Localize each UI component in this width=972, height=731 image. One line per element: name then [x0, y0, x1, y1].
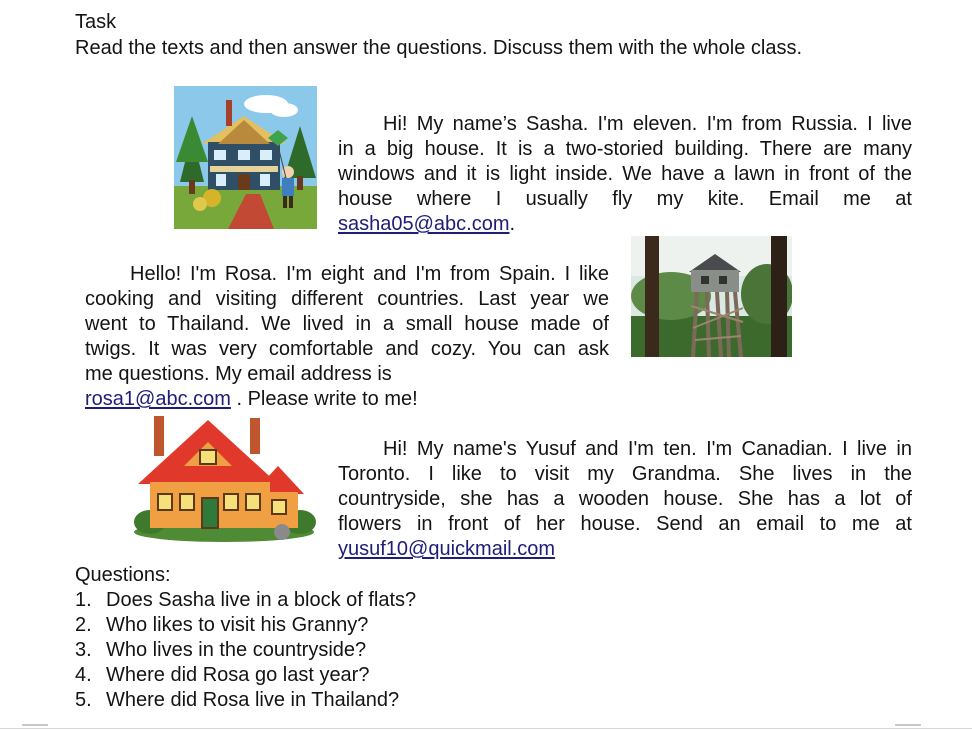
question-number: 5. — [75, 689, 92, 711]
sasha-text-line: house where I usually fly my kite. Email me at — [338, 188, 912, 210]
task-instructions: Read the texts and then answer the questions. Discuss them with the whole class. — [75, 37, 803, 59]
question-item — [75, 638, 416, 663]
yusuf-email-link[interactable]: yusuf10@quickmail.com — [338, 538, 556, 560]
question-item — [75, 688, 416, 713]
sasha-text-line: in a big house. It is a two-storied building. There are many — [338, 138, 912, 160]
sasha-email-link[interactable]: sasha05@abc.com — [338, 213, 510, 235]
question-text: Where did Rosa live in Thailand? — [106, 689, 400, 711]
sasha-text-line: Hi! My name’s Sasha. I'm eleven. I'm from Russia. I live — [383, 113, 912, 135]
yusuf-text-line: Toronto. I like to visit my Grandma. She lives in the — [338, 463, 912, 485]
question-number: 1. — [75, 589, 92, 611]
sasha-text-line: windows and it is light inside. We have a lawn in front of the — [338, 163, 912, 185]
question-number: 2. — [75, 614, 92, 636]
scroll-indicator-right — [895, 724, 921, 726]
question-text: Who likes to visit his Granny? — [106, 614, 369, 636]
yusuf-text-line: flowers in front of her house. Send an email to me at — [338, 513, 912, 535]
yusuf-house-illustration — [132, 414, 317, 542]
rosa-text — [85, 262, 609, 412]
sasha-email-suffix: . — [509, 213, 516, 235]
yusuf-email-line — [338, 537, 912, 562]
rosa-treehouse-photo — [631, 236, 792, 357]
yusuf-text-line: Hi! My name's Yusuf and I'm ten. I'm Canadian. I live in — [383, 438, 912, 460]
rosa-email-suffix: . Please write to me! — [230, 388, 418, 410]
questions-title: Questions: — [75, 564, 171, 586]
rosa-text-line: me questions. My email address is — [85, 363, 392, 385]
question-number: 3. — [75, 639, 92, 661]
rosa-text-line: Hello! I'm Rosa. I'm eight and I'm from Spain. I like — [130, 263, 609, 285]
rosa-text-line: went to Thailand. We lived in a small house made of — [85, 313, 609, 335]
yusuf-text — [338, 437, 912, 562]
question-item — [75, 663, 416, 688]
question-item — [75, 588, 416, 613]
question-text: Where did Rosa go last year? — [106, 664, 370, 686]
question-text: Who lives in the countryside? — [106, 639, 367, 661]
scroll-indicator-left — [22, 724, 48, 726]
questions-section — [75, 563, 416, 713]
rosa-email-link[interactable]: rosa1@abc.com — [85, 388, 231, 410]
sasha-email-line — [338, 212, 912, 237]
question-number: 4. — [75, 664, 92, 686]
question-item — [75, 613, 416, 638]
rosa-text-line: twigs. It was very comfortable and cozy. You can ask — [85, 338, 609, 360]
questions-list — [75, 588, 416, 713]
task-title: Task — [75, 11, 117, 33]
rosa-text-line: cooking and visiting different countries. Last year we — [85, 288, 609, 310]
rosa-email-line — [85, 387, 609, 412]
sasha-house-illustration — [174, 86, 317, 229]
page-bottom-divider — [0, 728, 972, 729]
yusuf-text-line: countryside, she has a wooden house. She has a lot of — [338, 488, 912, 510]
sasha-text — [338, 112, 912, 237]
question-text: Does Sasha live in a block of flats? — [106, 589, 417, 611]
